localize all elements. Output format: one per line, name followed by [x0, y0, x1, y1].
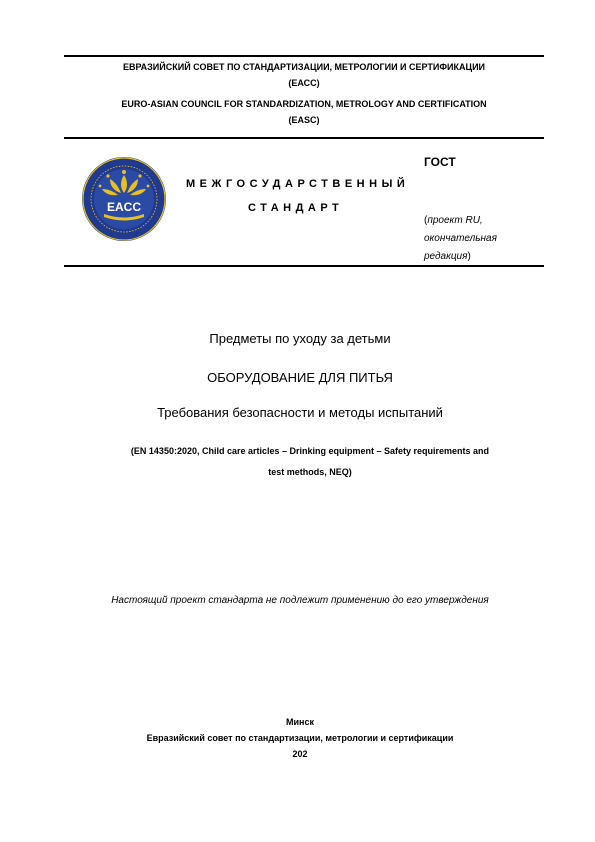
- footer-city: Минск: [286, 717, 314, 727]
- gost-label: ГОСТ: [424, 155, 456, 169]
- en-reference-line1: (EN 14350:2020, Child care articles – Drinking equipment – Safety requirements and: [130, 446, 490, 456]
- title-line3: Требования безопасности и методы испытаний: [157, 405, 443, 420]
- en-reference-line2: test methods, NEQ): [268, 467, 352, 477]
- draft-status: [424, 212, 497, 266]
- eacc-emblem-icon: [80, 155, 168, 243]
- footer-year: 202: [292, 749, 308, 759]
- top-rule: [64, 55, 544, 57]
- council-en-abbr: (EASC): [288, 115, 320, 125]
- draft-line2: окончательная: [424, 233, 497, 244]
- header-rule: [64, 137, 544, 139]
- title-block-rule: [64, 265, 544, 267]
- standard-line2: СТАНДАРТ: [248, 202, 344, 214]
- draft-note: Настоящий проект стандарта не подлежит применению до его утверждения: [111, 595, 489, 606]
- title-line1: Предметы по уходу за детьми: [209, 331, 391, 346]
- eacc-logo-text: EACC: [106, 200, 142, 214]
- title-line2: ОБОРУДОВАНИЕ ДЛЯ ПИТЬЯ: [207, 370, 393, 385]
- draft-line1: проект RU,: [427, 215, 483, 226]
- eacc-logo: [80, 155, 168, 243]
- draft-open-paren: (: [424, 215, 428, 226]
- footer: [40, 714, 560, 762]
- council-header: [64, 59, 544, 128]
- draft-close-paren: ): [467, 251, 471, 262]
- council-ru-abbr: (ЕАСС): [288, 78, 320, 88]
- en-reference: [64, 441, 556, 483]
- draft-line3: редакция: [424, 251, 468, 262]
- footer-publisher: Евразийский совет по стандартизации, метрологии и сертификации: [146, 733, 454, 743]
- council-en-name: EURO-ASIAN COUNCIL FOR STANDARDIZATION, METROLOGY AND CERTIFICATION: [121, 99, 487, 109]
- standard-line1: МЕЖГОСУДАРСТВЕННЫЙ: [186, 178, 410, 190]
- council-ru-name: ЕВРАЗИЙСКИЙ СОВЕТ ПО СТАНДАРТИЗАЦИИ, МЕТРОЛОГИИ И СЕРТИФИКАЦИИ: [122, 62, 486, 72]
